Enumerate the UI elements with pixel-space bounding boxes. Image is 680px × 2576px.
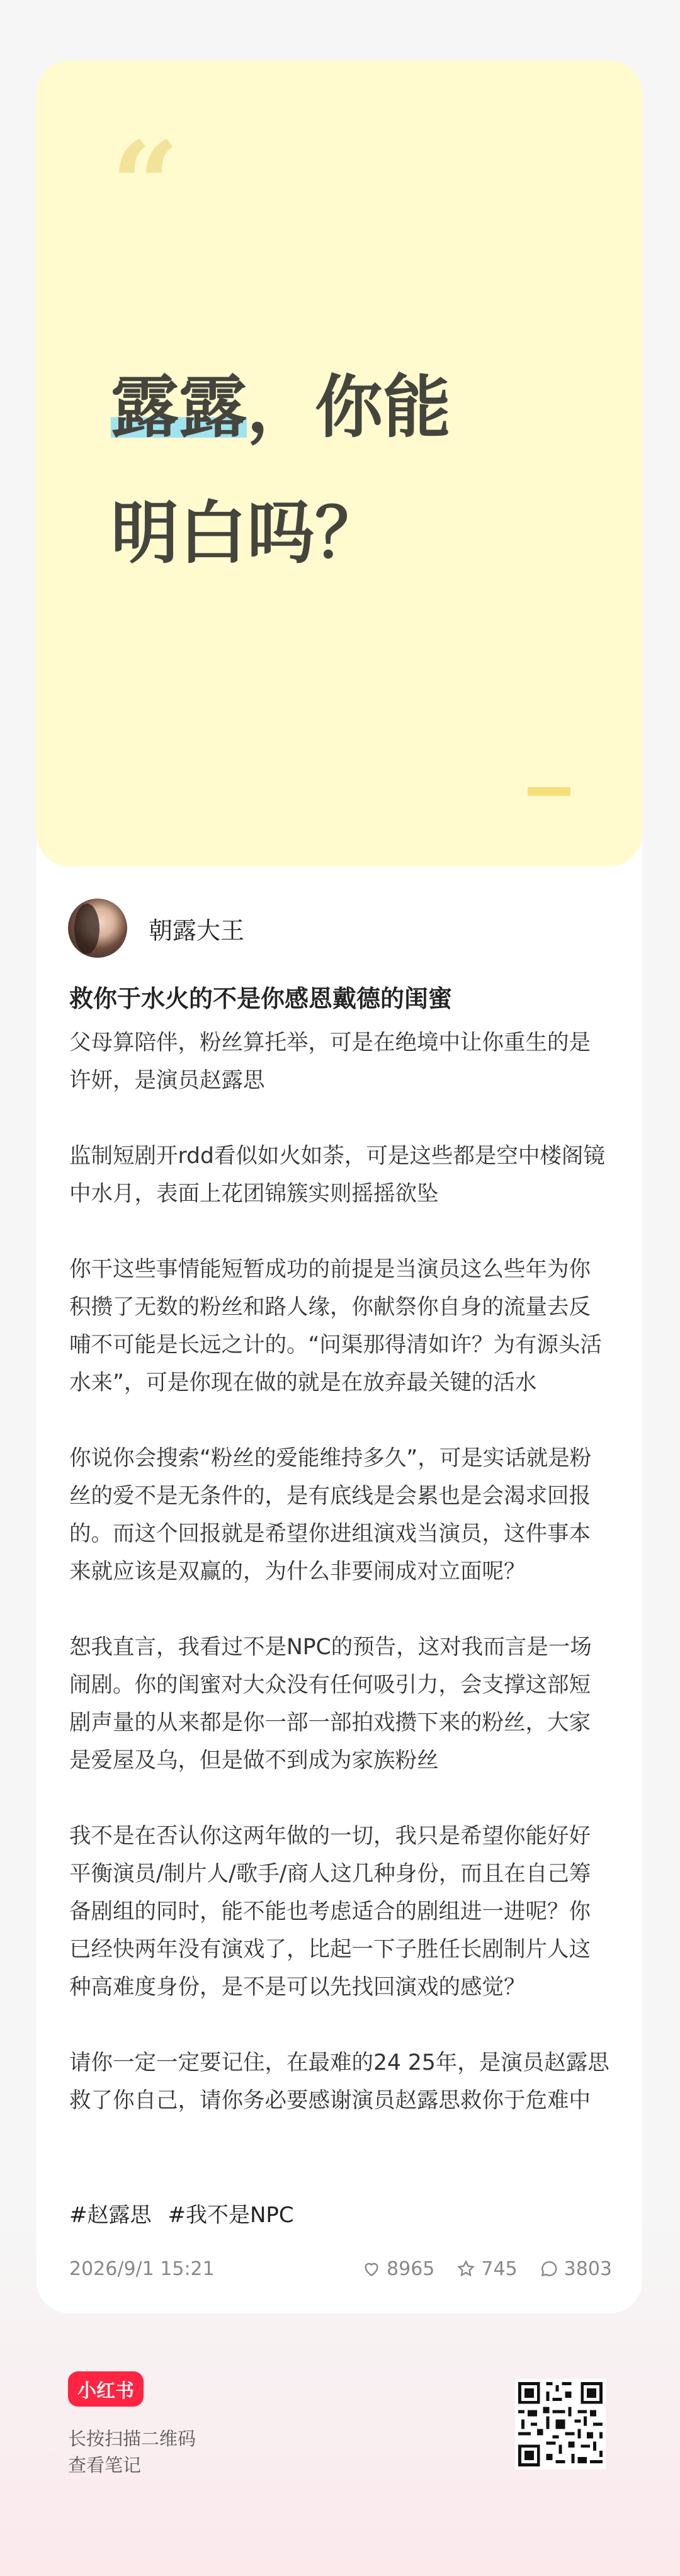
scan-hint bbox=[68, 2426, 196, 2478]
like-button[interactable] bbox=[361, 2258, 434, 2280]
headline-highlight: 露露 bbox=[111, 368, 247, 447]
engagement-stats bbox=[361, 2258, 612, 2280]
scan-hint-line1: 长按扫描二维码 bbox=[68, 2428, 196, 2449]
meta-row bbox=[69, 2252, 612, 2286]
post-date: 2026/9/1 15:21 bbox=[69, 2257, 215, 2280]
body-paragraph: 监制短剧开rdd看似如火如荼，可是这些都是空中楼阁镜中水月，表面上花团锦簇实则摇摇欲坠 bbox=[69, 1143, 605, 1206]
body-paragraph: 你干这些事情能短暂成功的前提是当演员这么些年为你积攒了无数的粉丝和路人缘，你献祭你自身的流量去反哺不可能是长远之计的。“问渠那得清如许？为有源头活水来”，可是你现在做的就是在放弃最关键的活水 bbox=[69, 1257, 602, 1395]
body-paragraph: 恕我直言，我看过不是NPC的预告，这对我而言是一场闹剧。你的闺蜜对大众没有任何吸引力，会支撑这部短剧声量的从来都是你一部一部拍戏攒下来的粉丝，大家是爱屋及乌，但是做不到成为家族粉丝 bbox=[69, 1635, 592, 1773]
quote-cover bbox=[37, 60, 642, 866]
xiaohongshu-logo: 小红书 bbox=[68, 2371, 144, 2407]
star-icon bbox=[456, 2259, 476, 2279]
avatar[interactable] bbox=[68, 899, 127, 958]
comment-count: 3803 bbox=[564, 2257, 612, 2280]
hashtag-link[interactable]: #赵露思 bbox=[69, 2203, 152, 2228]
hashtag-link[interactable]: #我不是NPC bbox=[167, 2203, 294, 2228]
favorite-count: 745 bbox=[481, 2257, 518, 2280]
headline-line1: ，你能 bbox=[247, 368, 451, 447]
cover-headline bbox=[111, 345, 589, 597]
hashtag-row bbox=[69, 2198, 294, 2228]
post-body bbox=[69, 1024, 612, 2157]
body-paragraph: 请你一定一定要记住，在最难的24 25年，是演员赵露思救了你自己，请你务必要感谢演员赵露思救你于危难中 bbox=[69, 2050, 609, 2113]
note-card bbox=[37, 60, 642, 2313]
quote-mark-icon: “ bbox=[111, 115, 180, 256]
headline-line2: 明白吗？ bbox=[111, 494, 383, 573]
heart-icon bbox=[361, 2259, 382, 2279]
body-paragraph: 我不是在否认你这两年做的一切，我只是希望你能好好平衡演员/制片人/歌手/商人这几种身份，而且在自己筹备剧组的同时，能不能也考虑适合的剧组进一进呢？你已经快两年没有演戏了，比起一下子胜任长剧制片人这种高难度身份，是不是可以先找回演戏的感觉？ bbox=[69, 1824, 591, 2000]
favorite-button[interactable] bbox=[456, 2258, 517, 2280]
body-paragraph: 父母算陪伴，粉丝算托举，可是在绝境中让你重生的是许妍，是演员赵露思 bbox=[69, 1030, 591, 1093]
comment-button[interactable] bbox=[539, 2258, 612, 2280]
qr-code-icon[interactable] bbox=[515, 2379, 606, 2470]
body-paragraph: 你说你会搜索“粉丝的爱能维持多久”，可是实话就是粉丝的爱不是无条件的，是有底线是会累也是会渴求回报的。而这个回报就是希望你进组演戏当演员，这件事本来就应该是双赢的，为什么非要闹成对立面呢？ bbox=[69, 1446, 592, 1584]
post-title: 救你于水火的不是你感恩戴德的闺蜜 bbox=[69, 985, 453, 1013]
like-count: 8965 bbox=[387, 2257, 435, 2280]
quote-dash-decoration bbox=[528, 787, 570, 796]
comment-icon bbox=[539, 2259, 559, 2279]
scan-hint-line2: 查看笔记 bbox=[68, 2454, 142, 2476]
author-name[interactable]: 朝露大王 bbox=[149, 916, 245, 945]
author-row[interactable] bbox=[68, 898, 244, 958]
